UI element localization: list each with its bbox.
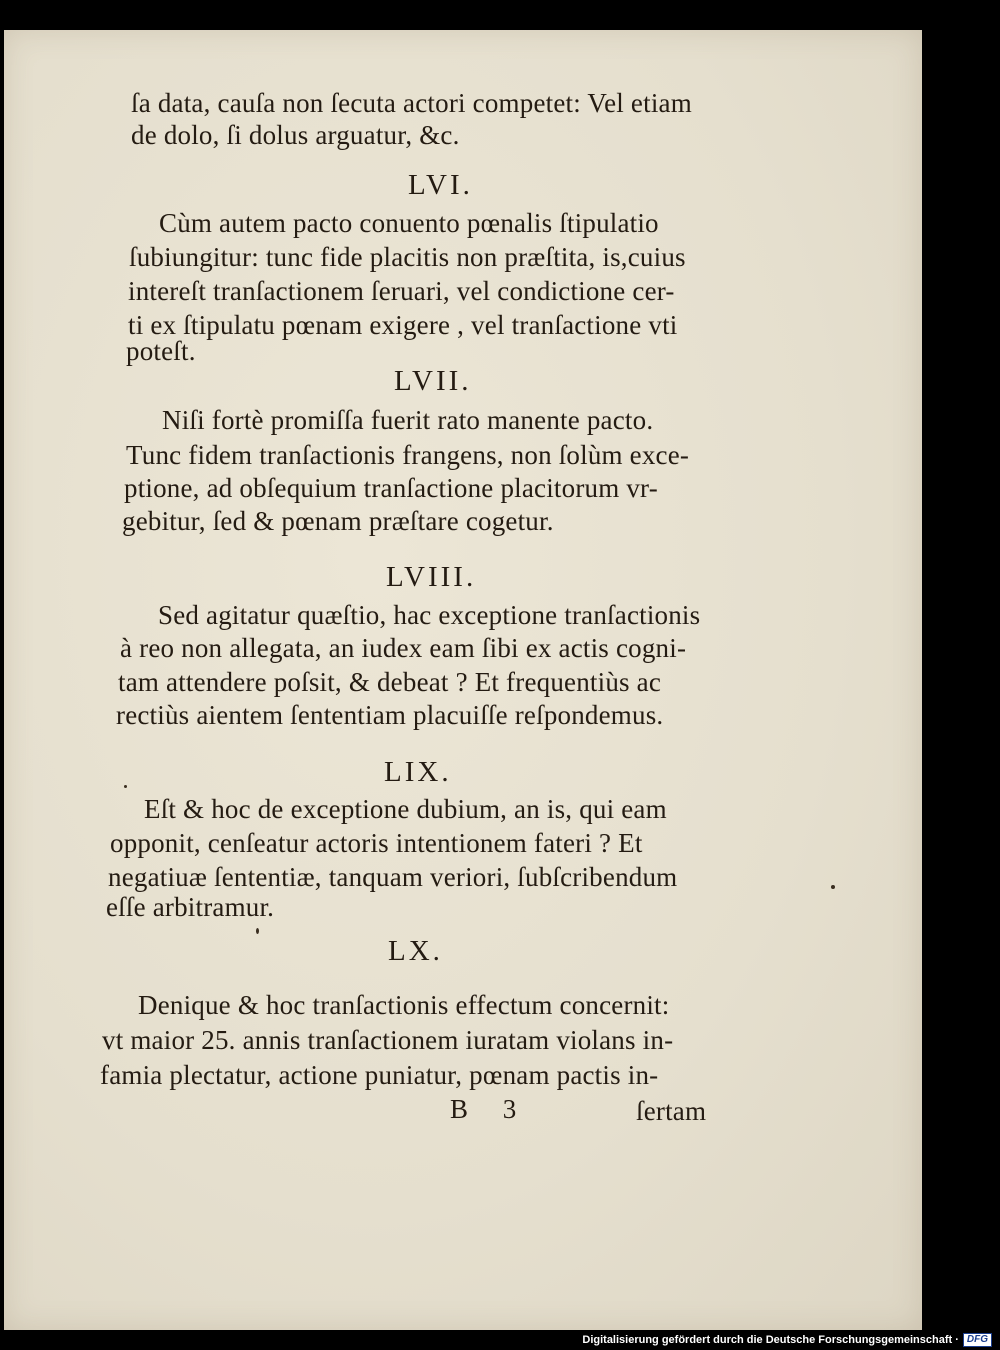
- text-line: Eſt & hoc de exceptione dubium, an is, qui eam: [144, 794, 667, 824]
- text-line: tam attendere poſsit, & debeat ? Et frequentiùs ac: [118, 667, 662, 697]
- book-page: [4, 30, 922, 1330]
- dfg-logo[interactable]: DFG: [963, 1333, 992, 1347]
- digitization-credit: [582, 1333, 992, 1347]
- text-line: opponit, cenſeatur actoris intentionem fateri ? Et: [110, 828, 643, 858]
- text-line: Cùm autem pacto conuento pœnalis ſtipulatio: [159, 208, 659, 238]
- text-line: ptione, ad obſequium tranſactione placitorum vr-: [124, 473, 658, 503]
- text-line: Denique & hoc tranſactionis effectum concernit:: [138, 990, 670, 1020]
- text-line: vt maior 25. annis tranſactionem iuratam violans in-: [102, 1025, 674, 1055]
- text-line: famia plectatur, actione puniatur, pœnam pactis in-: [100, 1060, 659, 1090]
- text-line: ti ex ſtipulatu pœnam exigere , vel tranſactione vti: [128, 310, 678, 340]
- section-heading: LVI.: [408, 169, 473, 201]
- text-line: ſubiungitur: tunc fide placitis non præſtita, is,cuius: [129, 242, 686, 272]
- text-line: Niſi fortè promiſſa fuerit rato manente pacto.: [162, 405, 654, 435]
- text-line: gebitur, ſed & pœnam præſtare cogetur.: [122, 506, 554, 536]
- footer-text: Digitalisierung gefördert durch die Deutsche Forschungsgemeinschaft ·: [582, 1334, 959, 1346]
- ink-speck: [256, 928, 259, 934]
- text-line: de dolo, ſi dolus arguatur, &c.: [131, 120, 460, 150]
- section-heading: LVII.: [394, 365, 472, 397]
- section-heading: LIX.: [384, 756, 452, 788]
- text-line: rectiùs aientem ſententiam placuiſſe reſpondemus.: [116, 700, 664, 730]
- text-line: ſa data, cauſa non ſecuta actori competet: Vel etiam: [131, 88, 692, 118]
- ink-speck: [124, 785, 127, 788]
- section-heading: LX.: [388, 935, 443, 967]
- section-heading: LVIII.: [386, 561, 477, 593]
- signature-mark: B 3: [450, 1094, 531, 1124]
- text-line: à reo non allegata, an iudex eam ſibi ex actis cogni-: [120, 633, 687, 663]
- text-line: eſſe arbitramur.: [106, 892, 275, 922]
- text-line: Tunc fidem tranſactionis frangens, non ſolùm exce-: [126, 440, 690, 470]
- text-line: negatiuæ ſententiæ, tanquam veriori, ſubſcribendum: [108, 862, 678, 892]
- text-line: poteſt.: [126, 336, 196, 366]
- text-line: intereſt tranſactionem ſeruari, vel condictione cer-: [128, 276, 675, 306]
- text-line: Sed agitatur quæſtio, hac exceptione tranſactionis: [158, 600, 701, 630]
- catchword: ſertam: [636, 1096, 707, 1126]
- ink-speck: [831, 885, 835, 889]
